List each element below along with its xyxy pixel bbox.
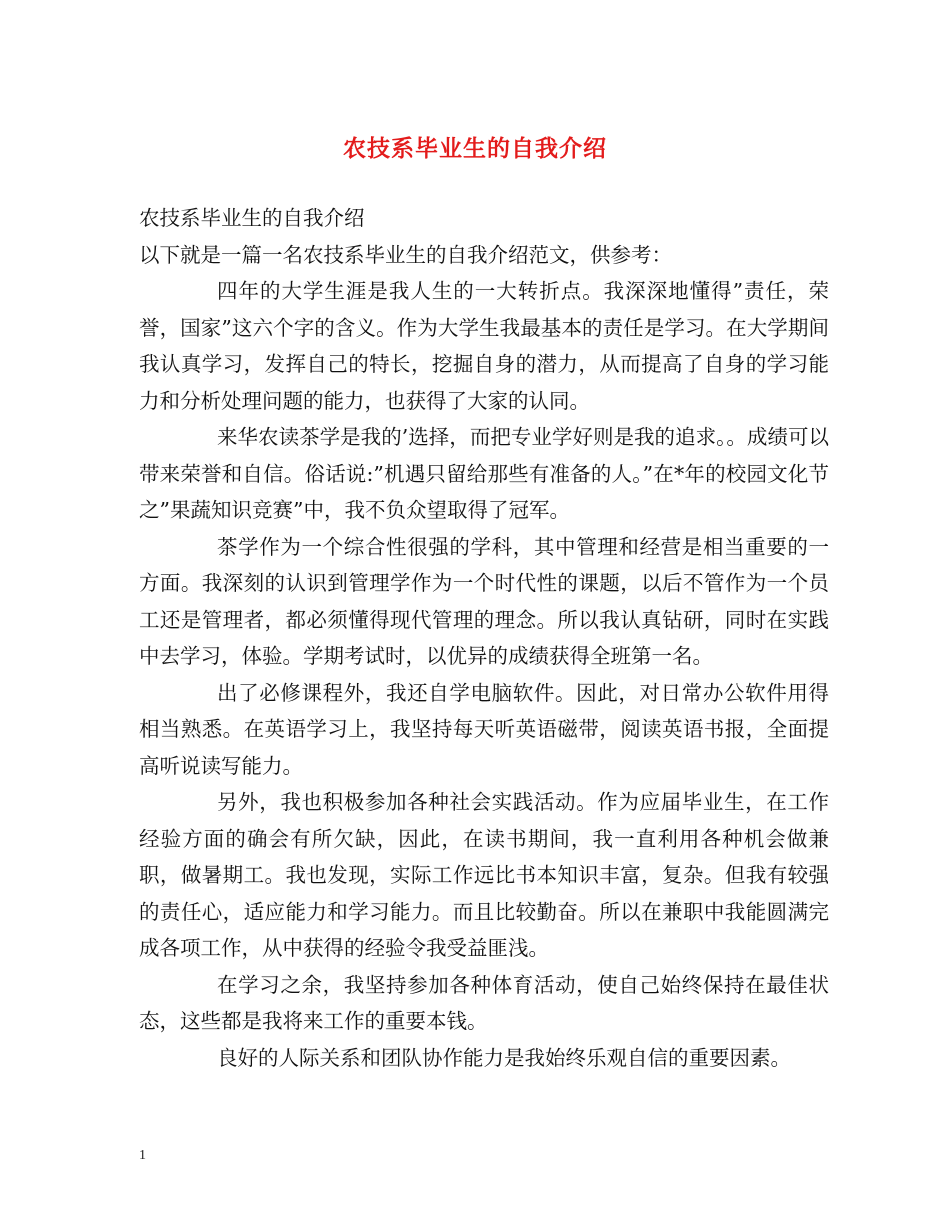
paragraph: 四年的大学生涯是我人生的一大转折点。我深深地懂得”责任，荣誉，国家”这六个字的含义。作为大学生我最基本的责任是学习。在大学期间我认真学习，发挥自己的特长，挖掘自身的潜力，从而提高了自身的学习能力和分析处理问题的能力，也获得了大家的认同。: [139, 279, 829, 413]
paragraph: 茶学作为一个综合性很强的学科，其中管理和经营是相当重要的一方面。我深刻的认识到管理学作为一个时代性的课题，以后不管作为一个员工还是管理者，都必须懂得现代管理的理念。所以我认真钻研，同时在实践中去学习，体验。学期考试时，以优异的成绩获得全班第一名。: [139, 534, 829, 668]
paragraph: 在学习之余，我坚持参加各种体育活动，使自己始终保持在最佳状态，这些都是我将来工作的重要本钱。: [139, 972, 829, 1033]
paragraph: 另外，我也积极参加各种社会实践活动。作为应届毕业生，在工作经验方面的确会有所欠缺，因此，在读书期间，我一直利用各种机会做兼职，做暑期工。我也发现，实际工作远比书本知识丰富，复杂。但我有较强的责任心，适应能力和学习能力。而且比较勤奋。所以在兼职中我能圆满完成各项工作，从中获得的经验令我受益匪浅。: [139, 790, 829, 960]
document-body: [139, 200, 829, 1076]
intro-line: 以下就是一篇一名农技系毕业生的自我介绍范文，供参考：: [139, 242, 672, 267]
heading-line: 农技系毕业生的自我介绍: [139, 206, 365, 230]
document-title: 农技系毕业生的自我介绍: [343, 135, 607, 162]
paragraph: 出了必修课程外，我还自学电脑软件。因此，对日常办公软件用得相当熟悉。在英语学习上，我坚持每天听英语磁带，阅读英语书报，全面提高听说读写能力。: [139, 680, 829, 778]
page-number: 1: [139, 1148, 146, 1163]
paragraph: 来华农读茶学是我的’选择，而把专业学好则是我的追求。。成绩可以带来荣誉和自信。俗话说:”机遇只留给那些有准备的人。”在*年的校园文化节之”果蔬知识竞赛”中，我不负众望取得了冠军。: [139, 425, 829, 522]
paragraph: 良好的人际关系和团队协作能力是我始终乐观自信的重要因素。: [217, 1045, 791, 1070]
